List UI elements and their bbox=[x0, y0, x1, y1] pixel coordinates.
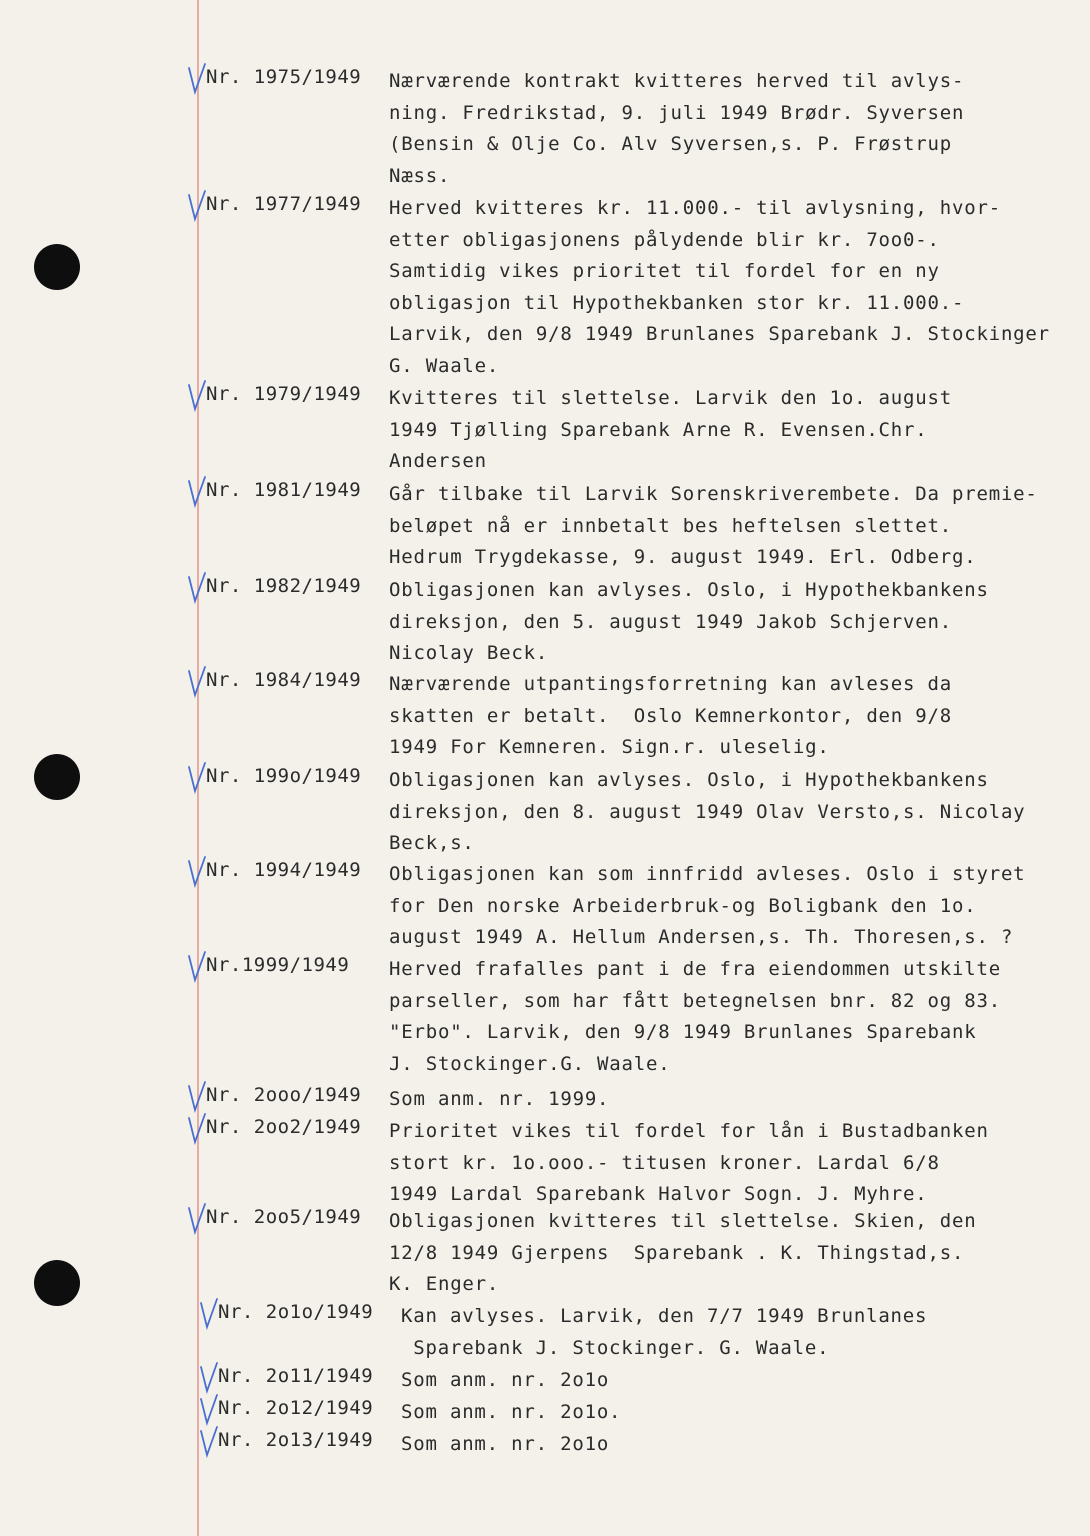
check-mark-icon bbox=[186, 475, 208, 509]
entry-number: Nr. 2o11/1949 bbox=[218, 1365, 374, 1387]
entry-text bbox=[389, 479, 1038, 574]
entry-text bbox=[389, 66, 964, 192]
check-mark-icon bbox=[186, 1112, 208, 1146]
entry-line: Som anm. nr. 2o1o. bbox=[401, 1401, 622, 1423]
entry-line: 1949 Lardal Sparebank Halvor Sogn. J. Myhre. bbox=[389, 1183, 928, 1205]
punch-hole bbox=[34, 754, 80, 800]
entry-number: Nr. 2oo2/1949 bbox=[206, 1116, 362, 1138]
entry-line: "Erbo". Larvik, den 9/8 1949 Brunlanes Sparebank bbox=[389, 1021, 977, 1043]
entry-line: Beck,s. bbox=[389, 832, 475, 854]
entry-number: Nr. 1994/1949 bbox=[206, 859, 362, 881]
entry-number: Nr. 1982/1949 bbox=[206, 575, 362, 597]
entry-number: Nr. 1981/1949 bbox=[206, 479, 362, 501]
check-mark-icon bbox=[198, 1393, 220, 1427]
entry-line: ning. Fredrikstad, 9. juli 1949 Brødr. Syversen bbox=[389, 101, 965, 124]
entry-text bbox=[389, 954, 1001, 1080]
entry-line: skatten er betalt. Oslo Kemnerkontor, den 9/8 bbox=[389, 704, 952, 727]
entry-text bbox=[389, 859, 1025, 954]
entry-number: Nr. 1975/1949 bbox=[206, 66, 362, 88]
entry-line: Som anm. nr. 2o1o bbox=[401, 1433, 610, 1455]
check-mark-icon bbox=[186, 855, 208, 889]
entry-line: Andersen bbox=[389, 450, 487, 472]
entry-line: Herved kvitteres kr. 11.000.- til avlysning, hvor- bbox=[389, 197, 1001, 219]
check-mark-icon bbox=[186, 571, 208, 605]
entry-line: direksjon, den 5. august 1949 Jakob Schjerven. bbox=[389, 610, 952, 633]
entry-text bbox=[389, 1206, 976, 1301]
entry-line: Prioritet vikes til fordel for lån i Bustadbanken bbox=[389, 1120, 989, 1142]
entry-text bbox=[389, 575, 989, 670]
entry-number: Nr. 2o12/1949 bbox=[218, 1397, 374, 1419]
entry-line: Som anm. nr. 2o1o bbox=[401, 1369, 610, 1391]
check-mark-icon bbox=[198, 1425, 220, 1459]
entry-line: parseller, som har fått betegnelsen bnr. 82 og 83. bbox=[389, 989, 1001, 1012]
check-mark-icon bbox=[186, 761, 208, 795]
entry-line: Obligasjonen kvitteres til slettelse. Skien, den bbox=[389, 1210, 977, 1232]
entry-line: Obligasjonen kan avlyses. Oslo, i Hypothekbankens bbox=[389, 769, 989, 791]
check-mark-icon bbox=[186, 189, 208, 223]
entry-line: Nicolay Beck. bbox=[389, 642, 549, 664]
entry-number: Nr. 2oo5/1949 bbox=[206, 1206, 362, 1228]
entry-line: Obligasjonen kan avlyses. Oslo, i Hypothekbankens bbox=[389, 579, 989, 601]
entry-line: Kvitteres til slettelse. Larvik den 1o. august bbox=[389, 387, 952, 409]
punch-hole bbox=[34, 1260, 80, 1306]
entry-line: 1949 Tjølling Sparebank Arne R. Evensen.Chr. bbox=[389, 418, 928, 441]
entry-line: 12/8 1949 Gjerpens Sparebank . K. Thingstad,s. bbox=[389, 1241, 965, 1264]
check-mark-icon bbox=[186, 665, 208, 699]
entry-number: Nr. 2o1o/1949 bbox=[218, 1301, 374, 1323]
entry-text bbox=[401, 1365, 609, 1397]
entry-line: beløpet nå er innbetalt bes heftelsen slettet. bbox=[389, 514, 952, 537]
entry-number: Nr. 2ooo/1949 bbox=[206, 1084, 362, 1106]
check-mark-icon bbox=[186, 62, 208, 96]
entry-line: Obligasjonen kan som innfridd avleses. Oslo i styret bbox=[389, 863, 1026, 885]
check-mark-icon bbox=[186, 1080, 208, 1114]
entry-text bbox=[401, 1301, 927, 1364]
entry-line: Som anm. nr. 1999. bbox=[389, 1088, 610, 1110]
entry-line: Sparebank J. Stockinger. G. Waale. bbox=[401, 1336, 830, 1359]
entry-line: obligasjon til Hypothekbanken stor kr. 11.000.- bbox=[389, 291, 965, 314]
entry-line: Hedrum Trygdekasse, 9. august 1949. Erl. Odberg. bbox=[389, 546, 977, 568]
entry-line: Nærværende utpantingsforretning kan avleses da bbox=[389, 673, 952, 695]
check-mark-icon bbox=[186, 950, 208, 984]
entry-number: Nr. 1979/1949 bbox=[206, 383, 362, 405]
punch-hole bbox=[34, 244, 80, 290]
entry-number: Nr. 2o13/1949 bbox=[218, 1429, 374, 1451]
entry-text bbox=[389, 383, 952, 478]
entry-number: Nr. 1977/1949 bbox=[206, 193, 362, 215]
entry-text bbox=[389, 1084, 609, 1116]
entry-text bbox=[389, 765, 1025, 860]
entry-line: stort kr. 1o.ooo.- titusen kroner. Lardal 6/8 bbox=[389, 1151, 940, 1174]
entry-line: august 1949 A. Hellum Andersen,s. Th. Thoresen,s. ? bbox=[389, 926, 1014, 948]
entry-line: G. Waale. bbox=[389, 354, 500, 377]
entry-line: J. Stockinger.G. Waale. bbox=[389, 1052, 671, 1075]
entry-line: etter obligasjonens pålydende blir kr. 7oo0-. bbox=[389, 228, 940, 251]
entry-line: Kan avlyses. Larvik, den 7/7 1949 Brunlanes bbox=[401, 1305, 928, 1327]
entry-line: for Den norske Arbeiderbruk-og Boligbank den 1o. bbox=[389, 894, 977, 917]
entry-line: Næss. bbox=[389, 164, 451, 187]
entry-text bbox=[389, 669, 952, 764]
entry-text bbox=[401, 1397, 621, 1429]
entry-line: K. Enger. bbox=[389, 1273, 500, 1295]
entry-line: Nærværende kontrakt kvitteres herved til avlys- bbox=[389, 70, 965, 92]
entry-text bbox=[389, 193, 1050, 382]
entry-number: Nr. 199o/1949 bbox=[206, 765, 362, 787]
entry-line: Larvik, den 9/8 1949 Brunlanes Sparebank J. Stockinger bbox=[389, 323, 1050, 345]
check-mark-icon bbox=[186, 379, 208, 413]
entry-number: Nr. 1984/1949 bbox=[206, 669, 362, 691]
check-mark-icon bbox=[186, 1202, 208, 1236]
entry-line: 1949 For Kemneren. Sign.r. uleselig. bbox=[389, 736, 830, 758]
entry-line: Samtidig vikes prioritet til fordel for en ny bbox=[389, 260, 940, 282]
entry-text bbox=[389, 1116, 989, 1211]
entry-line: (Bensin & Olje Co. Alv Syversen,s. P. Frøstrup bbox=[389, 133, 952, 155]
entry-line: Går tilbake til Larvik Sorenskriverembete. Da premie- bbox=[389, 483, 1038, 505]
entry-text bbox=[401, 1429, 609, 1461]
entry-line: Herved frafalles pant i de fra eiendommen utskilte bbox=[389, 958, 1001, 980]
entry-line: direksjon, den 8. august 1949 Olav Versto,s. Nicolay bbox=[389, 800, 1026, 823]
check-mark-icon bbox=[198, 1361, 220, 1395]
check-mark-icon bbox=[198, 1297, 220, 1331]
entry-number: Nr.1999/1949 bbox=[206, 954, 350, 976]
